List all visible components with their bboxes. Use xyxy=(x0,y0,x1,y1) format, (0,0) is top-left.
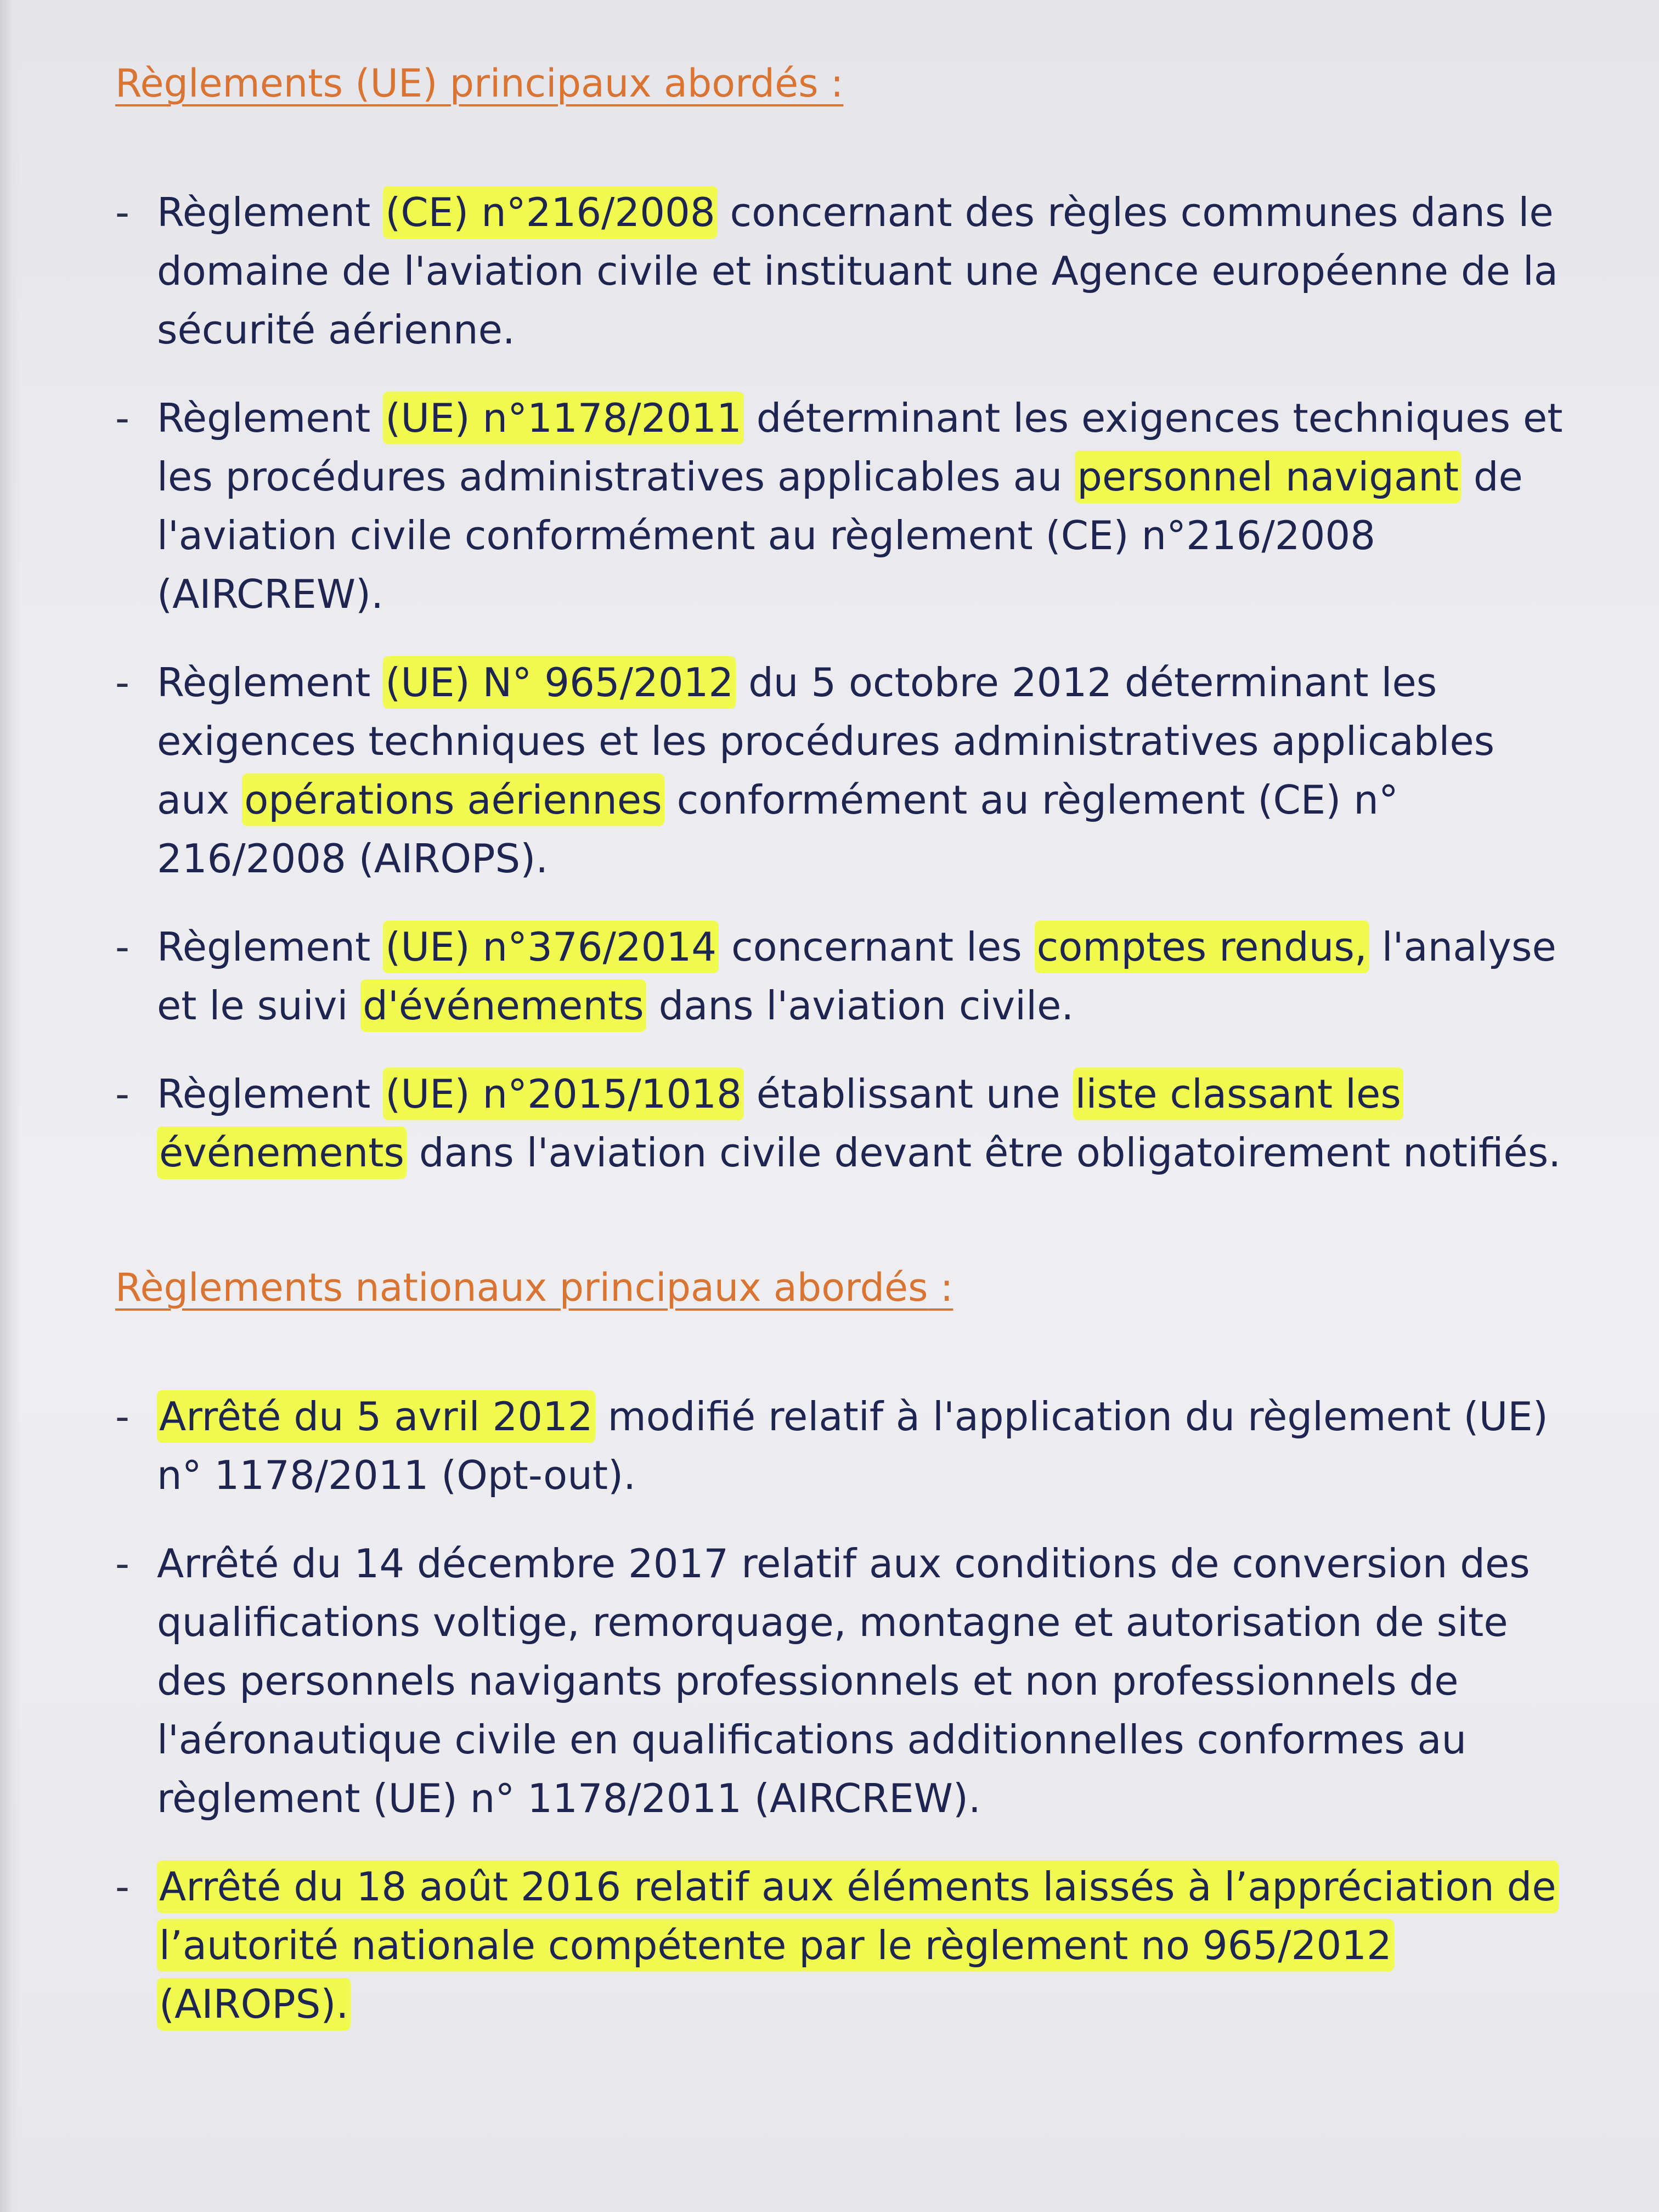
bullet-dash: - xyxy=(115,189,129,235)
list-item-text: Règlement (UE) n°2015/1018 établissant une liste classant les événements dans l'aviation civile devant être obligatoirement notifiés. xyxy=(157,1065,1564,1182)
list-item-text: Règlement (UE) n°376/2014 concernant les comptes rendus, l'analyse et le suivi d'événements dans l'aviation civile. xyxy=(157,918,1564,1035)
highlighted-text: personnel navigant xyxy=(1075,450,1461,503)
highlighted-text: opérations aériennes xyxy=(242,774,664,826)
bullet-dash: - xyxy=(115,1541,129,1587)
bullet-dash: - xyxy=(115,1864,129,1910)
bullet-dash: - xyxy=(115,659,129,706)
list-item xyxy=(115,1858,1564,2034)
bullet-dash: - xyxy=(115,395,129,441)
national-regulations-list xyxy=(115,1387,1564,2034)
highlighted-text: (UE) n°2015/1018 xyxy=(383,1068,744,1120)
list-item-text: Arrêté du 14 décembre 2017 relatif aux conditions de conversion des qualifications voltige, remorquage, montagne et autorisation de site des personnels navigants professionnels et non professionnels de l'aéronautique civile en qualifications additionnelles conformes au règlement (UE) n° 1178/2011 (AIRCREW). xyxy=(157,1541,1530,1821)
highlighted-text: (UE) n°376/2014 xyxy=(383,921,719,973)
highlighted-text: comptes rendus, xyxy=(1035,921,1369,973)
list-item xyxy=(115,653,1564,888)
eu-regulations-list xyxy=(115,183,1564,1182)
paper-edge xyxy=(0,0,21,2212)
highlighted-text: liste classant les événements xyxy=(157,1068,1403,1179)
list-item-text: Règlement (CE) n°216/2008 concernant des règles communes dans le domaine de l'aviation civile et instituant une Agence européenne de la sécurité aérienne. xyxy=(157,183,1564,359)
list-item xyxy=(115,1534,1564,1828)
list-item-text: Règlement (UE) n°1178/2011 déterminant les exigences techniques et les procédures administratives applicables au personnel navigant de l'aviation civile conformément au règlement (CE) n°216/2008 (AIRCREW). xyxy=(157,389,1564,624)
highlighted-text: Arrêté du 18 août 2016 relatif aux éléments laissés à l’appréciation de l’autorité nationale compétente par le règlement no 965/2012 (AIROPS). xyxy=(157,1860,1559,2030)
heading-national-regulations: Règlements nationaux principaux abordés : xyxy=(115,1265,953,1310)
list-item xyxy=(115,1065,1564,1182)
list-item xyxy=(115,389,1564,624)
list-item xyxy=(115,918,1564,1035)
list-item-text: Arrêté du 5 avril 2012 modifié relatif à l'application du règlement (UE) n° 1178/2011 (Opt-out). xyxy=(157,1387,1564,1505)
list-item-text: Règlement (UE) N° 965/2012 du 5 octobre 2012 déterminant les exigences techniques et les procédures administratives applicables aux opérations aériennes conformément au règlement (CE) n° 216/2008 (AIROPS). xyxy=(157,653,1564,888)
highlighted-text: d'événements xyxy=(360,979,646,1032)
list-item xyxy=(115,1387,1564,1505)
bullet-dash: - xyxy=(115,1071,129,1117)
highlighted-text: (CE) n°216/2008 xyxy=(383,186,717,239)
list-item-text xyxy=(157,1858,1564,2034)
bullet-dash: - xyxy=(115,1393,129,1440)
bullet-dash: - xyxy=(115,924,129,970)
heading-eu-regulations: Règlements (UE) principaux abordés : xyxy=(115,61,844,106)
highlighted-text: (UE) n°1178/2011 xyxy=(383,392,744,444)
document-body xyxy=(115,60,1564,2063)
list-item xyxy=(115,183,1564,359)
highlighted-text: Arrêté du 5 avril 2012 xyxy=(157,1390,595,1443)
highlighted-text: (UE) N° 965/2012 xyxy=(383,656,736,709)
